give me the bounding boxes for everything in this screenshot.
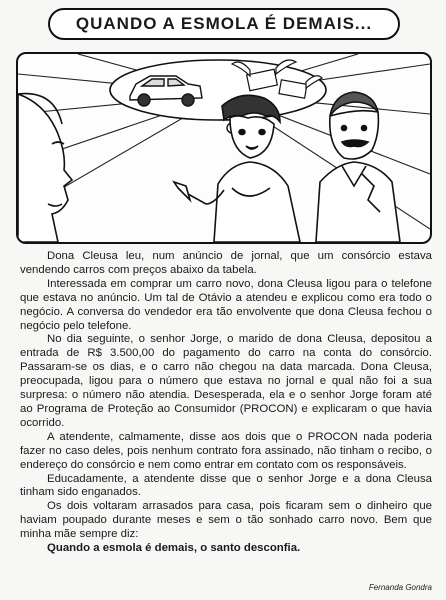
senhor-jorge-figure (316, 92, 400, 242)
comic-illustration (16, 52, 432, 244)
attendant-figure (18, 94, 72, 242)
story-paragraph: Interessada em comprar um carro novo, dona Cleusa ligou para o telefone que estava no anúncio. Um tal de Otávio a atendeu e explicou como era todo o negócio. A conversa do vendedor era tão envolvente que dona Cleusa fechou o negócio pelo telefone. (20, 277, 432, 332)
comic-scene (18, 54, 430, 242)
author-credit: Fernanda Gondra (368, 583, 432, 592)
story-paragraph: Os dois voltaram arrasados para casa, pois ficaram sem o dinheiro que haviam poupado durante meses e sem o tão sonhado carro novo. Bem que minha mãe sempre diz: (20, 500, 432, 541)
thought-bubble (110, 60, 326, 142)
title-banner (48, 8, 400, 40)
page-title: QUANDO A ESMOLA É DEMAIS... (75, 14, 373, 33)
story-paragraph: Dona Cleusa leu, num anúncio de jornal, que um consórcio estava vendendo carros com preços abaixo da tabela. (20, 250, 432, 276)
story-paragraph: No dia seguinte, o senhor Jorge, o marido de dona Cleusa, depositou a entrada de R$ 3.500,00 do pagamento do carro na conta do consórcio. Passaram-se os dias, e o carro não chegou na data marcada. Dona Cleusa, preocupada, ligou para o número que estava no jornal e qual não foi a sua surpresa: o número não atendia. Desesperada, ela e o senhor Jorge foram até ao Programa de Proteção ao Consumidor (PROCON) e explicaram o que havia ocorrido. (20, 333, 432, 429)
story-paragraph: Educadamente, a atendente disse que o senhor Jorge e a dona Cleusa tinham sido enganados. (20, 472, 432, 499)
story-text (20, 250, 432, 556)
story-paragraph: A atendente, calmamente, disse aos dois que o PROCON nada poderia fazer no caso deles, pois nenhum contrato fora assinado, não tinham o recibo, o endereço do consórcio e nem como entrar em contato com os responsáveis. (20, 430, 432, 471)
moral-line: Quando a esmola é demais, o santo desconfia. (47, 542, 301, 555)
